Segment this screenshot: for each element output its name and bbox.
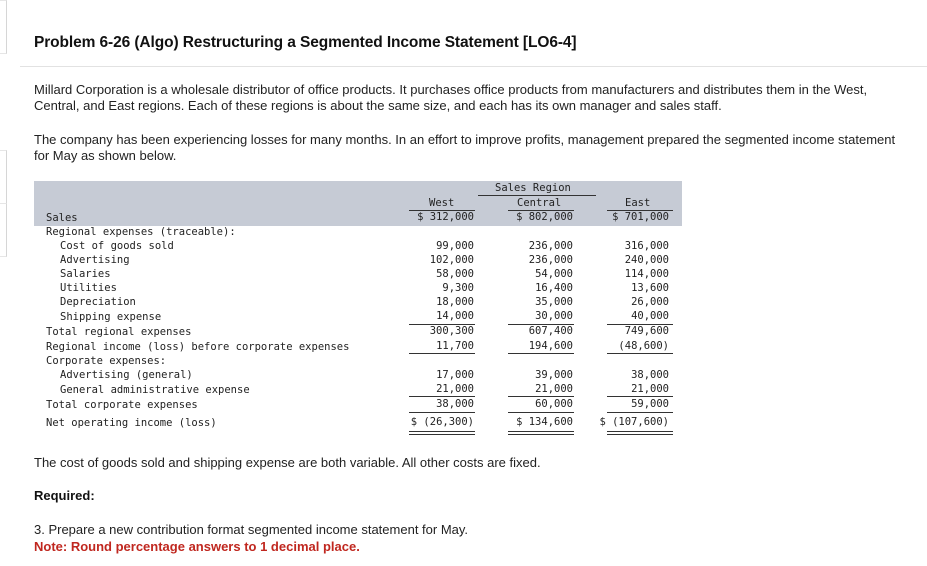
total-double-rule xyxy=(409,434,475,435)
subtotal-rule xyxy=(409,353,475,354)
cell-central: 194,600 xyxy=(528,340,573,352)
cell-west: 17,000 xyxy=(436,369,474,381)
table-header-band xyxy=(34,181,682,226)
row-label: Utilities xyxy=(60,282,117,294)
row-label: Regional income (loss) before corporate expenses xyxy=(46,341,350,353)
cell-west: $ 312,000 xyxy=(417,211,474,223)
cell-central: 35,000 xyxy=(535,296,573,308)
row-label: Salaries xyxy=(60,268,111,280)
row-label: Advertising xyxy=(60,254,130,266)
side-tab[interactable] xyxy=(0,0,7,54)
subtotal-rule xyxy=(508,412,574,413)
left-edge xyxy=(0,0,6,566)
cell-west: 14,000 xyxy=(436,310,474,322)
col-header-west: West xyxy=(429,197,455,209)
cell-east: 13,600 xyxy=(631,282,669,294)
cell-east: 59,000 xyxy=(631,398,669,410)
cell-east: 749,600 xyxy=(624,325,669,337)
segmented-income-statement xyxy=(34,181,682,437)
cell-central: 39,000 xyxy=(535,369,573,381)
rounding-note: Note: Round percentage answers to 1 decimal place. xyxy=(34,539,360,554)
row-label: Advertising (general) xyxy=(60,369,193,381)
subtotal-rule xyxy=(607,412,673,413)
section-label: Regional expenses (traceable): xyxy=(46,226,236,238)
intro-paragraph-1: Millard Corporation is a wholesale distributor of office products. It purchases office products from manufacturers and distributes them in the West, Central, and East regions. Each of these regions is about the same size, and each has its own manager and sales staff. xyxy=(34,82,868,113)
cost-behavior-note: The cost of goods sold and shipping expense are both variable. All other costs are fixed. xyxy=(34,455,541,470)
row-label: Shipping expense xyxy=(60,311,162,323)
cell-central: 16,400 xyxy=(535,282,573,294)
cell-central: 60,000 xyxy=(535,398,573,410)
cell-central: $ 802,000 xyxy=(516,211,573,223)
page-title: Problem 6-26 (Algo) Restructuring a Segmented Income Statement [LO6-4] xyxy=(34,34,577,51)
cell-east: 40,000 xyxy=(631,310,669,322)
cell-west: 18,000 xyxy=(436,296,474,308)
cell-central: 54,000 xyxy=(535,268,573,280)
subtotal-rule xyxy=(607,353,673,354)
subtotal-rule xyxy=(607,396,673,397)
sales-region-header: Sales Region xyxy=(495,182,571,194)
cell-central: 21,000 xyxy=(535,383,573,395)
cell-west: 11,700 xyxy=(436,340,474,352)
cell-east: 316,000 xyxy=(624,240,669,252)
cell-west: $ (26,300) xyxy=(410,416,474,428)
cell-east: 240,000 xyxy=(624,254,669,266)
row-label: Total corporate expenses xyxy=(46,399,198,411)
intro-paragraph-2: The company has been experiencing losses for many months. In an effort to improve profits, management prepared the segmented income statement for May as shown below. xyxy=(34,132,896,163)
row-label: General administrative expense xyxy=(60,384,250,396)
cell-east: 114,000 xyxy=(624,268,669,280)
cell-west: 58,000 xyxy=(436,268,474,280)
cell-central: 236,000 xyxy=(528,254,573,266)
subtotal-rule xyxy=(409,412,475,413)
cell-east: 26,000 xyxy=(631,296,669,308)
requirement-text: 3. Prepare a new contribution format segmented income statement for May. xyxy=(34,522,469,537)
row-label: Depreciation xyxy=(60,296,136,308)
cell-west: 38,000 xyxy=(436,398,474,410)
col-header-east: East xyxy=(625,197,651,209)
subtotal-rule xyxy=(409,396,475,397)
cell-central: 236,000 xyxy=(528,240,573,252)
row-label: Total regional expenses xyxy=(46,326,192,338)
total-double-rule xyxy=(508,434,574,435)
col-header-central: Central xyxy=(517,197,562,209)
total-double-rule xyxy=(409,431,475,432)
cell-west: 99,000 xyxy=(436,240,474,252)
total-double-rule xyxy=(508,431,574,432)
side-tab[interactable] xyxy=(0,150,7,204)
cell-central: 30,000 xyxy=(535,310,573,322)
title-divider xyxy=(20,66,927,67)
subtotal-rule xyxy=(508,396,574,397)
section-label: Corporate expenses: xyxy=(46,355,167,367)
total-double-rule xyxy=(607,434,673,435)
cell-east: 38,000 xyxy=(631,369,669,381)
cell-east: 21,000 xyxy=(631,383,669,395)
total-double-rule xyxy=(607,431,673,432)
cell-west: 9,300 xyxy=(442,282,474,294)
side-tab[interactable] xyxy=(0,203,7,257)
cell-central: $ 134,600 xyxy=(516,416,573,428)
subtotal-rule xyxy=(508,353,574,354)
cell-west: 102,000 xyxy=(429,254,474,266)
cell-east: $ (107,600) xyxy=(599,416,669,428)
row-label: Sales xyxy=(46,212,78,224)
cell-east: (48,600) xyxy=(618,340,669,352)
cell-west: 300,300 xyxy=(429,325,474,337)
required-label: Required: xyxy=(34,488,95,503)
row-label: Net operating income (loss) xyxy=(46,417,217,429)
row-label: Cost of goods sold xyxy=(60,240,174,252)
cell-west: 21,000 xyxy=(436,383,474,395)
cell-east: $ 701,000 xyxy=(612,211,669,223)
cell-central: 607,400 xyxy=(528,325,573,337)
header-underline xyxy=(478,195,596,196)
